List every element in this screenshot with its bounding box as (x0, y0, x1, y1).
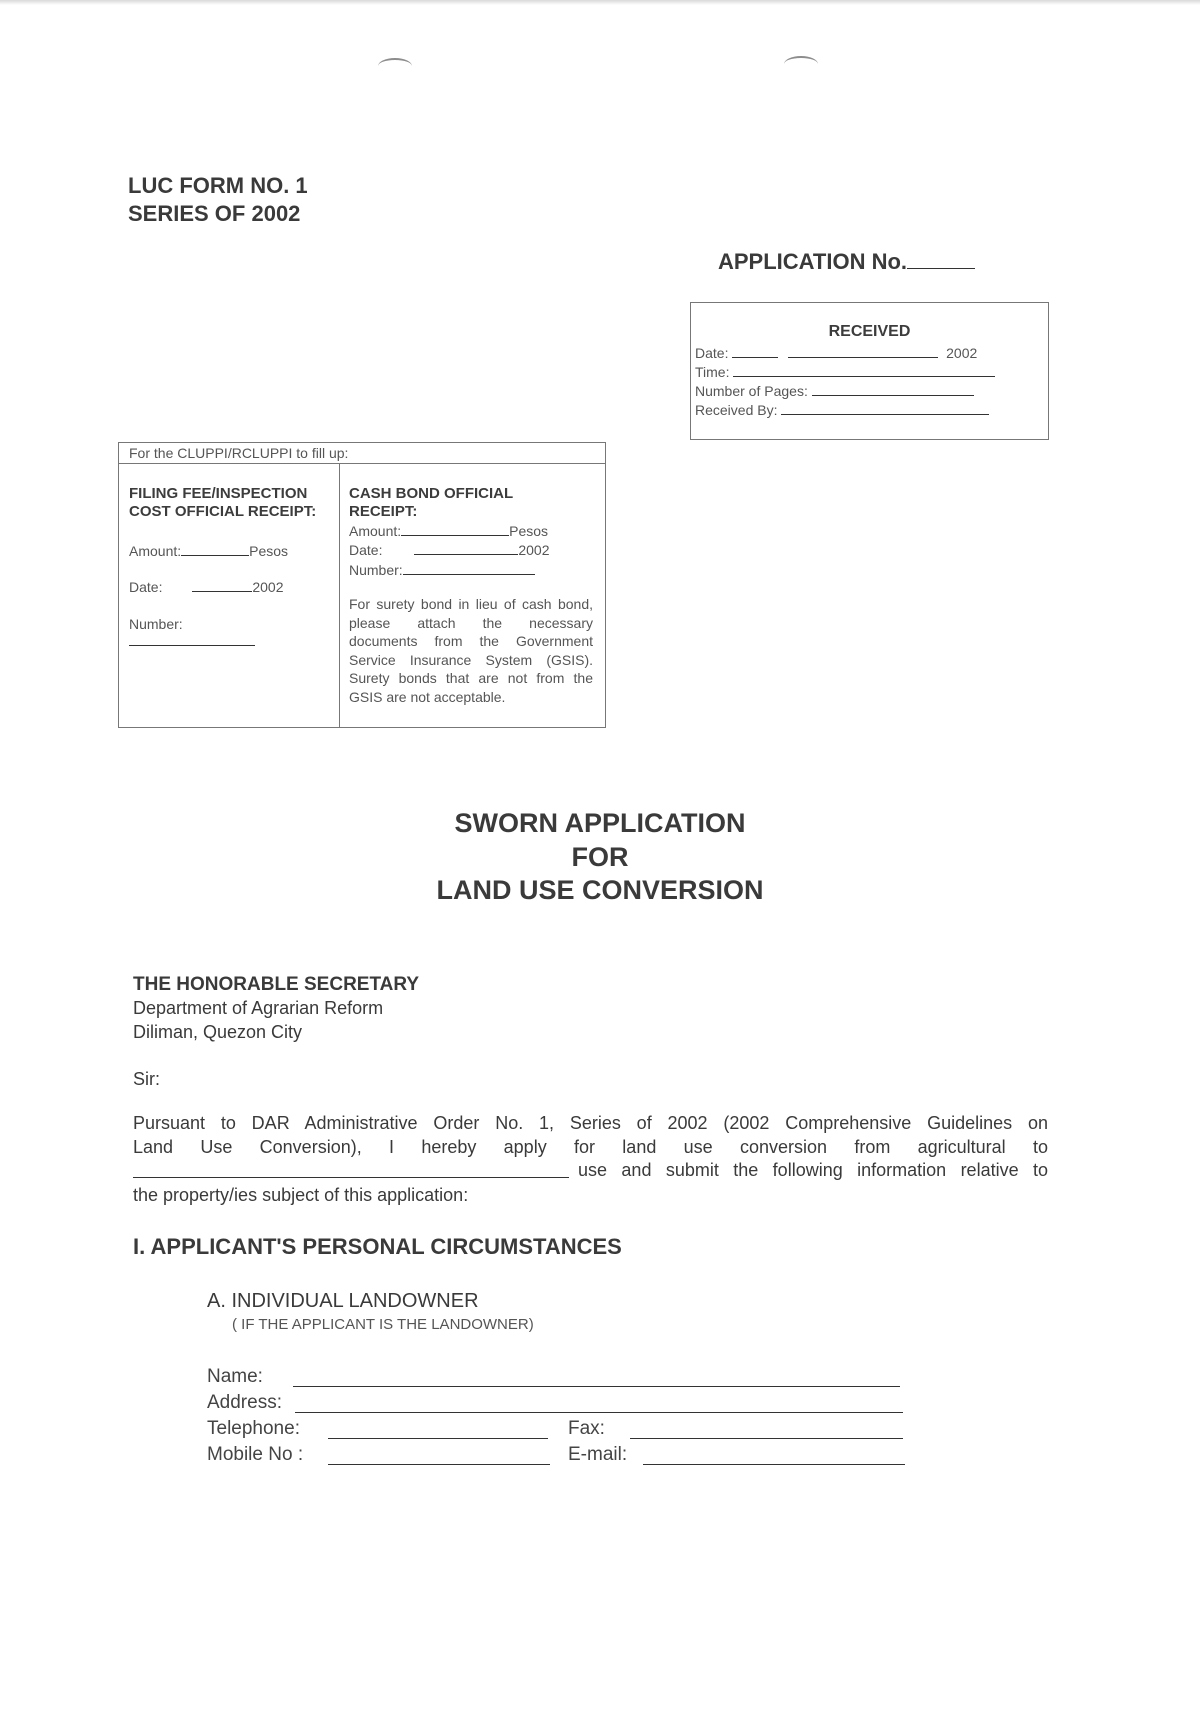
addressee-name: THE HONORABLE SECRETARY (133, 974, 420, 995)
addressee-city: Diliman, Quezon City (133, 1022, 303, 1042)
paragraph-line-3: use and submit the following information relative to (578, 1160, 1048, 1180)
received-time-row (695, 362, 995, 382)
application-number-label: APPLICATION No. (718, 249, 908, 274)
received-time-label: Time: (695, 364, 730, 380)
addressee-department: Department of Agrarian Reform (133, 998, 384, 1018)
paragraph-line-2: Land Use Conversion), I hereby apply for land use conversion from agricultural to (133, 1137, 1048, 1157)
cash-bond-date-row (349, 540, 550, 560)
received-year: 2002 (946, 345, 978, 361)
cash-bond-pesos: Pesos (509, 523, 549, 539)
document-title-line-1: SWORN APPLICATION (454, 808, 746, 838)
mobile-label: Mobile No : (207, 1444, 304, 1465)
name-label: Name: (207, 1366, 263, 1387)
document-title-line-2: FOR (571, 842, 629, 872)
telephone-label: Telephone: (207, 1418, 300, 1439)
cash-bond-number-label: Number: (349, 562, 403, 578)
received-stamp-box (690, 302, 1049, 440)
fee-box-divider (119, 463, 605, 464)
cash-bond-date-field[interactable] (414, 540, 518, 555)
application-number (718, 248, 975, 276)
punch-hole-mark-right (784, 56, 818, 72)
filing-fee-date-label: Date: (129, 579, 163, 595)
email-label: E-mail: (568, 1444, 628, 1465)
cash-bond-heading: CASH BOND OFFICIAL RECEIPT: (349, 485, 513, 520)
address-field[interactable] (295, 1412, 903, 1413)
filing-fee-number-field[interactable] (129, 645, 255, 646)
filing-fee-date-field[interactable] (192, 577, 252, 592)
filing-fee-amount-row (129, 541, 288, 561)
received-pages-field[interactable] (812, 381, 974, 396)
name-field[interactable] (293, 1386, 900, 1387)
filing-fee-amount-label: Amount: (129, 543, 182, 559)
page-top-edge (0, 0, 1200, 5)
cash-bond-amount-label: Amount: (349, 523, 402, 539)
fee-box-caption: For the CLUPPI/RCLUPPI to fill up: (129, 445, 349, 461)
received-by-field[interactable] (781, 400, 989, 415)
fax-label: Fax: (568, 1418, 605, 1439)
fee-box-column-divider (339, 463, 340, 727)
filing-fee-heading: FILING FEE/INSPECTION COST OFFICIAL RECEIPT: (129, 485, 317, 520)
telephone-field[interactable] (328, 1438, 548, 1439)
filing-fee-pesos: Pesos (249, 543, 289, 559)
received-pages-row (695, 381, 974, 401)
received-by-label: Received By: (695, 402, 778, 418)
received-time-field[interactable] (733, 362, 995, 377)
received-date-row (695, 343, 977, 363)
section-1-heading: I. APPLICANT'S PERSONAL CIRCUMSTANCES (133, 1234, 622, 1259)
document-title-line-3: LAND USE CONVERSION (436, 875, 764, 905)
received-title: RECEIVED (828, 323, 911, 340)
fax-field[interactable] (630, 1438, 903, 1439)
filing-fee-amount-field[interactable] (181, 541, 249, 556)
proposed-use-field[interactable] (133, 1177, 569, 1178)
mobile-field[interactable] (328, 1464, 550, 1465)
surety-bond-note: For surety bond in lieu of cash bond, please attach the necessary documents from the Government Service Insurance System (GSIS). Surety bonds that are not from the GSIS are not acceptable. (349, 596, 593, 705)
punch-hole-mark-left (378, 58, 412, 74)
cash-bond-amount-field[interactable] (401, 521, 509, 536)
address-label: Address: (207, 1392, 282, 1413)
filing-fee-number-label: Number: (129, 616, 183, 632)
cash-bond-amount-row (349, 521, 548, 541)
fee-box (118, 442, 606, 728)
subsection-a-heading: A. INDIVIDUAL LANDOWNER (207, 1290, 479, 1312)
cash-bond-date-label: Date: (349, 542, 383, 558)
form-series: SERIES OF 2002 (128, 201, 301, 226)
received-pages-label: Number of Pages: (695, 383, 808, 399)
filing-fee-date-row (129, 577, 284, 597)
subsection-a-note: ( IF THE APPLICANT IS THE LANDOWNER) (232, 1316, 534, 1333)
salutation: Sir: (133, 1069, 160, 1089)
email-field[interactable] (643, 1464, 905, 1465)
form-number: LUC FORM NO. 1 (128, 173, 308, 198)
paragraph-line-1: Pursuant to DAR Administrative Order No. 1, Series of 2002 (2002 Comprehensive Guidelines on (133, 1113, 1048, 1133)
paragraph-line-4: the property/ies subject of this application: (133, 1185, 469, 1205)
received-date-field[interactable] (732, 343, 778, 358)
cash-bond-number-field[interactable] (403, 560, 535, 575)
filing-fee-year: 2002 (252, 579, 284, 595)
received-date-field-2[interactable] (788, 343, 938, 358)
received-by-row (695, 400, 989, 420)
received-date-label: Date: (695, 345, 729, 361)
cash-bond-number-row (349, 560, 535, 580)
application-number-field[interactable] (907, 254, 975, 269)
cash-bond-year: 2002 (518, 542, 550, 558)
